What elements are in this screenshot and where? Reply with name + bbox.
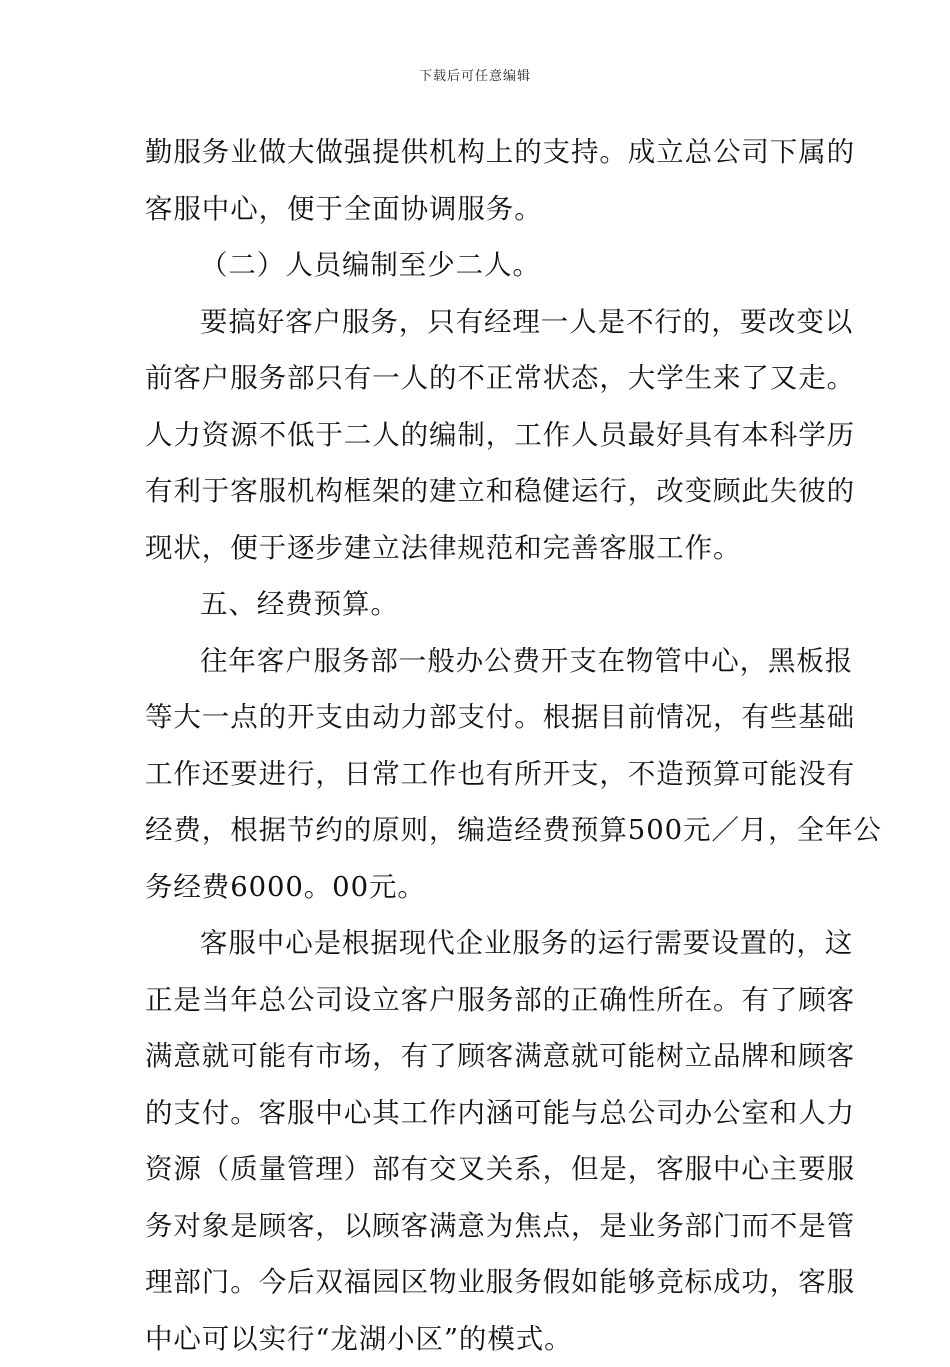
text-line: 中心可以实行“龙湖小区”的模式。 xyxy=(145,1311,807,1367)
text-line: 正是当年总公司设立客户服务部的正确性所在。有了顾客 xyxy=(145,972,807,1029)
section-heading: （二）人员编制至少二人。 xyxy=(145,237,807,294)
text-line: 现状，便于逐步建立法律规范和完善客服工作。 xyxy=(145,520,807,577)
text-line: 往年客户服务部一般办公费开支在物管中心，黑板报 xyxy=(145,633,807,690)
text-line: 等大一点的开支由动力部支付。根据目前情况，有些基础 xyxy=(145,689,807,746)
text-line: 勤服务业做大做强提供机构上的支持。成立总公司下属的 xyxy=(145,124,807,181)
text-line: 要搞好客户服务，只有经理一人是不行的，要改变以 xyxy=(145,294,807,351)
text-line: 经费，根据节约的原则，编造经费预算500元／月，全年公 xyxy=(145,802,807,859)
text-line: 工作还要进行，日常工作也有所开支，不造预算可能没有 xyxy=(145,746,807,803)
text-line: 有利于客服机构框架的建立和稳健运行，改变顾此失彼的 xyxy=(145,463,807,520)
text-line: 人力资源不低于二人的编制，工作人员最好具有本科学历 xyxy=(145,407,807,464)
text-line: 务经费6000。00元。 xyxy=(145,859,807,916)
text-line: 的支付。客服中心其工作内涵可能与总公司办公室和人力 xyxy=(145,1085,807,1142)
section-heading: 五、经费预算。 xyxy=(145,576,807,633)
document-body xyxy=(145,124,807,1367)
text-line: 理部门。今后双福园区物业服务假如能够竞标成功，客服 xyxy=(145,1254,807,1311)
text-line: 客服中心是根据现代企业服务的运行需要设置的，这 xyxy=(145,915,807,972)
page-header: 下载后可任意编辑 xyxy=(0,65,950,84)
text-line: 务对象是顾客，以顾客满意为焦点，是业务部门而不是管 xyxy=(145,1198,807,1255)
text-line: 客服中心，便于全面协调服务。 xyxy=(145,181,807,238)
text-line: 前客户服务部只有一人的不正常状态，大学生来了又走。 xyxy=(145,350,807,407)
text-line: 满意就可能有市场，有了顾客满意就可能树立品牌和顾客 xyxy=(145,1028,807,1085)
text-line: 资源（质量管理）部有交叉关系，但是，客服中心主要服 xyxy=(145,1141,807,1198)
